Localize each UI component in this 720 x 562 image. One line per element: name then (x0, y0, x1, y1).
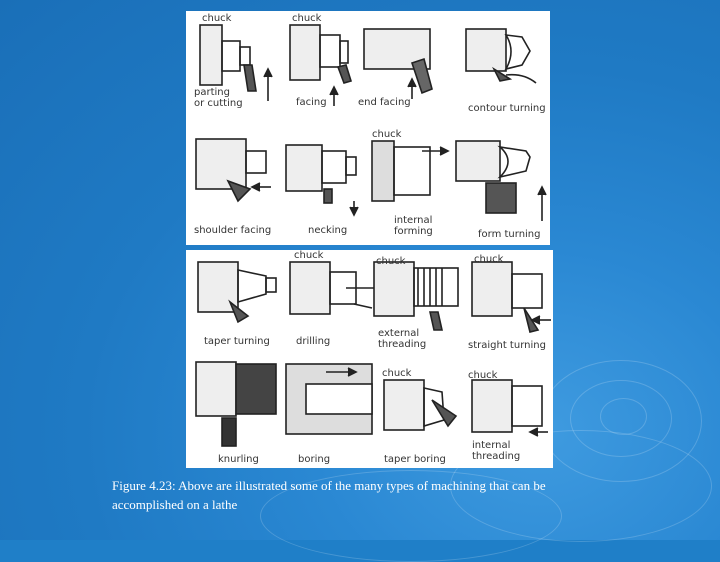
label-form-turning: form turning (478, 229, 541, 240)
label-chuck: chuck (372, 129, 402, 140)
label-necking: necking (308, 225, 348, 236)
label-external-threading: external threading (378, 328, 427, 350)
label-internal-forming: internal forming (394, 215, 433, 237)
label-taper-turning: taper turning (204, 336, 270, 347)
label-boring: boring (298, 454, 331, 465)
label-internal-threading: internal threading (472, 440, 521, 462)
label-straight-turning: straight turning (468, 340, 546, 351)
decorative-ripple (600, 398, 647, 435)
label-chuck: chuck (294, 250, 324, 261)
caption-line-1: Figure 4.23: Above are illustrated some of the many types of machining that can be (112, 478, 546, 493)
label-chuck: chuck (474, 254, 504, 265)
machining-figure-top (186, 11, 550, 245)
label-chuck: chuck (376, 256, 406, 267)
label-chuck: chuck (382, 368, 412, 379)
figure-caption (112, 476, 672, 514)
label-taper-boring: taper boring (384, 454, 446, 465)
label-knurling: knurling (218, 454, 259, 465)
label-chuck: chuck (292, 13, 322, 24)
label-parting-or-cutting: parting or cutting (194, 87, 243, 109)
label-facing: facing (296, 97, 327, 108)
lathe-operations-drawing-bottom (186, 250, 553, 468)
label-chuck: chuck (468, 370, 498, 381)
lathe-operations-drawing-top (186, 11, 550, 245)
label-shoulder-facing: shoulder facing (194, 225, 272, 236)
label-end-facing: end facing (358, 97, 411, 108)
caption-line-2: accomplished on a lathe (112, 497, 238, 512)
label-chuck: chuck (202, 13, 232, 24)
machining-figure-bottom (186, 250, 553, 468)
label-contour-turning: contour turning (468, 103, 546, 114)
label-drilling: drilling (296, 336, 331, 347)
